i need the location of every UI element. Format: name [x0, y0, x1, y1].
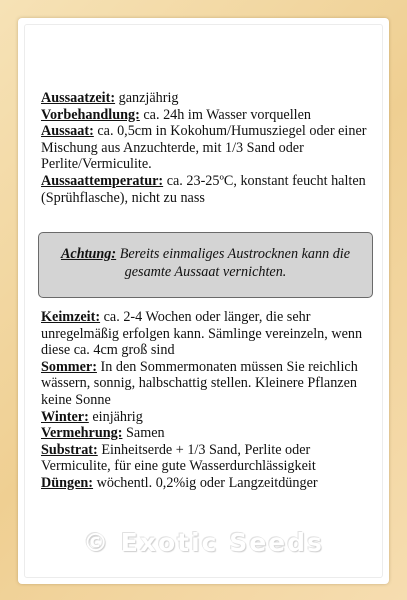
entry-aussaatzeit [41, 90, 381, 107]
warning-text: Bereits einmaliges Austrocknen kann die gesamte Aussaat vernichten. [116, 246, 351, 280]
entry-label: Aussaat: [41, 123, 94, 140]
entry-text: Einheitserde + 1/3 Sand, Perlite oder Vermiculite, für eine gute Wasserdurchlässigkeit [41, 441, 316, 475]
entry-label: Keimzeit: [41, 309, 101, 325]
care-instructions-bottom [41, 309, 381, 492]
entry-aussaat [41, 123, 381, 173]
entry-text: ganzjährig [115, 90, 179, 106]
entry-text: wöchentl. 0,2%ig oder Langzeitdünger [93, 474, 318, 491]
entry-label: Aussaatzeit: [41, 90, 116, 106]
entry-sommer [41, 359, 381, 409]
entry-text: ca. 24h im Wasser vorquellen [139, 106, 311, 123]
entry-label: Vorbehandlung: [41, 106, 140, 123]
entry-vorbehandlung [41, 107, 381, 124]
warning-box [38, 232, 373, 298]
entry-keimzeit [41, 309, 381, 359]
entry-aussaattemperatur [41, 173, 381, 206]
entry-winter [41, 409, 381, 426]
entry-label: Sommer: [41, 358, 97, 375]
entry-label: Winter: [41, 408, 89, 425]
entry-text: ca. 0,5cm in Kokohum/Humusziegel oder einer Mischung aus Anzuchterde, mit 1/3 Sand oder Perlite/Vermiculite. [41, 123, 367, 173]
care-instructions-top [41, 90, 381, 206]
entry-label: Vermehrung: [41, 425, 123, 442]
entry-label: Aussaattemperatur: [41, 172, 164, 189]
entry-text: einjährig [88, 408, 143, 425]
entry-text: Samen [122, 425, 165, 442]
entry-substrat [41, 442, 381, 475]
entry-label: Substrat: [41, 441, 98, 458]
entry-text: In den Sommermonaten müssen Sie reichlich wässern, sonnig, halbschattig stellen. Kleinere Pflanzen keine Sonne [41, 358, 358, 408]
entry-label: Düngen: [41, 474, 94, 491]
entry-text: ca. 23-25ºC, konstant feucht halten (Sprühflasche), nicht zu nass [41, 172, 366, 206]
entry-text: ca. 2-4 Wochen oder länger, die sehr unregelmäßig erfolgen kann. Sämlinge vereinzeln, wenn diese ca. 4cm groß sind [41, 309, 363, 359]
watermark: © Exotic Seeds [83, 528, 324, 557]
entry-vermehrung [41, 425, 381, 442]
warning-label: Achtung: [60, 246, 117, 262]
entry-duengen [41, 475, 381, 492]
